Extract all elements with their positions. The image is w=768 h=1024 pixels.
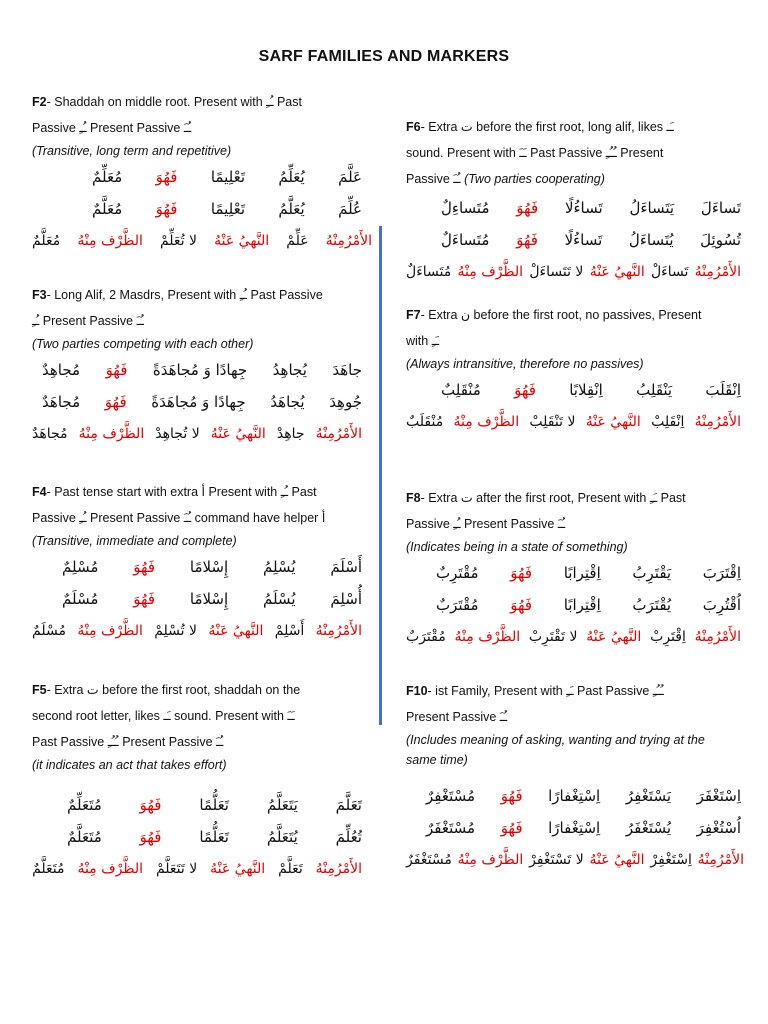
family-id: F5	[32, 683, 47, 697]
description-line: - Past tense start with extra أ Present with ـُـِ Past	[46, 485, 317, 499]
command-verb: اِنْقَلِبْ	[651, 414, 685, 430]
prohibition-label: النَّهيُ عَنْهُ	[589, 264, 645, 280]
adverb-label: الظَّرْف مِنْهُ	[454, 629, 521, 645]
adverb-label: الظَّرْف مِنْهُ	[457, 264, 524, 280]
fahuwa-marker: فَهُوَ	[500, 787, 523, 805]
command-row	[406, 844, 744, 876]
participle: مُنْقَلِبٌ	[441, 381, 481, 399]
prohibition-label: النَّهيُ عَنْهُ	[208, 623, 264, 639]
passive-conjugation-row	[67, 821, 362, 853]
description-line: ـُـِ Present Passive ـُـَ	[32, 314, 144, 328]
present-verb: يُتَعَلَّمُ	[266, 828, 298, 846]
command-row	[406, 406, 741, 438]
active-conjugation-row	[67, 789, 362, 821]
passive-conjugation-row	[92, 193, 362, 225]
description-line: - Extra ت before the first root, long alif, likes ـَـ	[420, 120, 674, 134]
command-row	[32, 853, 362, 885]
past-verb: اُقْتُرِبَ	[702, 596, 741, 614]
fahuwa-marker: فَهُوَ	[516, 199, 539, 217]
prohibition-label: النَّهيُ عَنْهُ	[589, 852, 645, 868]
masdar: تَعْلِيمًا	[210, 200, 245, 218]
family-id: F2	[32, 95, 47, 109]
command-label: الأَمْرُمِنْهُ	[325, 233, 372, 249]
command-row	[32, 615, 362, 647]
command-label: الأَمْرُمِنْهُ	[694, 264, 741, 280]
passive-conjugation-row	[436, 589, 741, 621]
adverb-label: الظَّرْف مِنْهُ	[77, 861, 143, 877]
adverb-label: الظَّرْف مِنْهُ	[78, 426, 145, 442]
prohibition-verb: لا تَتَساءَلْ	[529, 264, 584, 280]
participle: مُقْتَرَبٌ	[436, 596, 479, 614]
family-id: F4	[32, 485, 47, 499]
prohibition-verb: لا تَتَعَلَّمْ	[155, 861, 198, 877]
description-line: - ist Family, Present with ـَـِ Past Passive ـُـُـِ	[427, 684, 664, 698]
description-line: second root letter, likes ـَـ sound. Present with ـَـَ	[32, 709, 295, 723]
fahuwa-marker: فَهُوَ	[105, 361, 128, 379]
description-line: Past Passive ـُـُـِ Present Passive ـُـَ	[32, 735, 224, 749]
participle: مُتَساءِلٌ	[441, 199, 490, 217]
present-verb: يُسْلِمُ	[262, 558, 296, 576]
command-verb: اِسْتَغْفِرْ	[650, 852, 692, 868]
present-verb: يُسْتَغْفَرُ	[625, 819, 672, 837]
command-label: الأَمْرُمِنْهُ	[697, 852, 744, 868]
past-verb: أُسْلِمَ	[330, 590, 362, 608]
past-verb: عَلَّمَ	[338, 168, 362, 186]
section-f6	[406, 114, 746, 288]
participle: مُتَعَلَّمٌ	[67, 828, 102, 846]
fahuwa-marker: فَهُوَ	[510, 596, 533, 614]
command-verb: تَساءَلْ	[651, 264, 689, 280]
description-line: Passive ـُـَ	[406, 172, 461, 186]
prohibition-label: النَّهيُ عَنْهُ	[210, 426, 266, 442]
past-verb: تُسُوئِلَ	[700, 231, 741, 249]
meaning-note: (Includes meaning of asking, wanting and trying at the same time)	[406, 733, 705, 767]
present-verb: يَسْتَغْفِرُ	[625, 787, 672, 805]
prohibition-verb: لا تُسْلِمْ	[154, 623, 198, 639]
active-conjugation-row	[441, 374, 741, 406]
prohibition-label: النَّهيُ عَنْهُ	[586, 629, 642, 645]
meaning-note: (Two parties cooperating)	[464, 172, 605, 186]
description-line: sound. Present with ـَـَ Past Passive ـُـُـِ Present	[406, 146, 664, 160]
prohibition-verb: لا تَنْقَلِبْ	[529, 414, 576, 430]
adverb-label: الظَّرْف مِنْهُ	[77, 233, 143, 249]
family-id: F3	[32, 288, 47, 302]
adverb-noun: مُجاهَدٌ	[32, 426, 68, 442]
prohibition-label: النَّهيُ عَنْهُ	[210, 861, 266, 877]
masdar: تَساءُلًا	[564, 231, 603, 249]
prohibition-verb: لا تَسْتَغْفِرْ	[529, 852, 584, 868]
meaning-note: (Always intransitive, therefore no passives)	[406, 357, 644, 371]
past-verb: عُلِّمَ	[338, 200, 362, 218]
participle: مُجاهِدٌ	[42, 361, 81, 379]
section-f7	[406, 302, 746, 438]
description-line: - Extra ت after the first root, Present with ـَـِ Past	[420, 491, 686, 505]
active-conjugation-row	[441, 192, 741, 224]
participle: مُسْلِمٌ	[62, 558, 99, 576]
past-verb: جاهَدَ	[332, 361, 362, 379]
past-verb: تَساءَلَ	[700, 199, 741, 217]
present-verb: يُجاهَدُ	[270, 393, 305, 411]
active-conjugation-row	[436, 557, 741, 589]
past-verb: اُسْتُغْفِرَ	[696, 819, 741, 837]
description-line: - Extra ت before the first root, shaddah on the	[46, 683, 301, 697]
column-divider	[379, 226, 382, 725]
active-conjugation-row	[426, 780, 741, 812]
present-verb: يُسْلَمُ	[262, 590, 296, 608]
prohibition-label: النَّهيُ عَنْهُ	[214, 233, 270, 249]
masdar: إِسْلامًا	[189, 590, 229, 608]
present-verb: يَقْتَرِبُ	[632, 564, 672, 582]
participle: مُتَعَلِّمٌ	[67, 796, 102, 814]
participle: مُجاهَدٌ	[42, 393, 81, 411]
passive-conjugation-row	[42, 386, 362, 418]
present-verb: يَتَعَلَّمُ	[266, 796, 298, 814]
section-f3	[32, 282, 372, 450]
masdar: اِسْتِغْفارًا	[548, 787, 601, 805]
description-line: Passive ـُـِ Present Passive ـُـَ	[32, 121, 192, 135]
present-verb: يَنْقَلِبُ	[636, 381, 673, 399]
participle: مُعَلِّمٌ	[92, 168, 123, 186]
masdar: اِنْقِلابًا	[569, 381, 603, 399]
description-line: - Shaddah on middle root. Present with ـُـِ Past	[46, 95, 302, 109]
command-row	[32, 225, 372, 257]
past-verb: اِسْتَغْفَرَ	[696, 787, 741, 805]
present-verb: يَتَساءَلُ	[629, 199, 675, 217]
adverb-noun: مُتَعَلَّمٌ	[32, 861, 65, 877]
masdar: اِسْتِغْفارًا	[548, 819, 601, 837]
fahuwa-marker: فَهُوَ	[133, 558, 156, 576]
prohibition-verb: لا تُعَلِّمْ	[159, 233, 198, 249]
past-verb: اِقْتَرَبَ	[702, 564, 741, 582]
description-line: Present Passive ـُـَ	[406, 710, 508, 724]
adverb-noun: مُقْتَرَبٌ	[406, 629, 446, 645]
adverb-noun: مُسْلَمٌ	[32, 623, 66, 639]
masdar: اِقْتِرابًا	[563, 564, 601, 582]
passive-conjugation-row	[426, 812, 741, 844]
participle: مُقْتَرِبٌ	[436, 564, 479, 582]
present-verb: يُقْتَرَبُ	[632, 596, 672, 614]
command-label: الأَمْرُمِنْهُ	[315, 426, 362, 442]
masdar: اِقْتِرابًا	[563, 596, 601, 614]
command-row	[406, 256, 741, 288]
prohibition-verb: لا تُجاهِدْ	[155, 426, 200, 442]
page-title: SARF FAMILIES AND MARKERS	[258, 48, 510, 65]
fahuwa-marker: فَهُوَ	[516, 231, 538, 249]
section-f8	[406, 485, 746, 653]
adverb-noun: مُسْتَغْفَرٌ	[406, 852, 452, 868]
past-verb: تَعَلَّمَ	[335, 796, 362, 814]
passive-conjugation-row	[62, 583, 362, 615]
fahuwa-marker: فَهُوَ	[133, 590, 156, 608]
family-id: F10	[406, 684, 428, 698]
description-line: - Extra ن before the first root, no passives, Present	[420, 308, 702, 322]
fahuwa-marker: فَهُوَ	[139, 828, 162, 846]
passive-conjugation-row	[441, 224, 741, 256]
fahuwa-marker: فَهُوَ	[155, 200, 178, 218]
fahuwa-marker: فَهُوَ	[500, 819, 523, 837]
meaning-note: (it indicates an act that takes effort)	[32, 758, 227, 772]
present-verb: يُتَساءَلُ	[628, 231, 674, 249]
command-verb: جاهِدْ	[276, 426, 305, 442]
masdar: تَعَلُّمًا	[199, 796, 229, 814]
participle: مُسْتَغْفَرٌ	[426, 819, 476, 837]
fahuwa-marker: فَهُوَ	[104, 393, 127, 411]
section-f10	[406, 678, 746, 876]
command-verb: أَسْلِمْ	[274, 623, 305, 639]
meaning-note: (Indicates being in a state of something)	[406, 540, 628, 554]
adverb-label: الظَّرْف مِنْهُ	[453, 414, 520, 430]
meaning-note: (Transitive, immediate and complete)	[32, 534, 237, 548]
meaning-note: (Transitive, long term and repetitive)	[32, 144, 232, 158]
command-verb: عَلِّمْ	[286, 233, 309, 249]
active-conjugation-row	[92, 161, 362, 193]
description-line: Passive ـُـِ Present Passive ـُـَ command have helper أ	[32, 511, 326, 525]
present-verb: يُعَلَّمُ	[278, 200, 305, 218]
past-verb: اِنْقَلَبَ	[705, 381, 741, 399]
command-row	[406, 621, 741, 653]
command-verb: اِقْتَرِبْ	[650, 629, 686, 645]
masdar: إِسْلامًا	[189, 558, 229, 576]
command-row	[32, 418, 362, 450]
command-label: الأَمْرُمِنْهُ	[315, 861, 362, 877]
active-conjugation-row	[42, 354, 362, 386]
present-verb: يُجاهِدُ	[272, 361, 307, 379]
masdar: تَعَلُّمًا	[199, 828, 229, 846]
participle: مُعَلَّمٌ	[92, 200, 123, 218]
command-label: الأَمْرُمِنْهُ	[694, 629, 741, 645]
fahuwa-marker: فَهُوَ	[510, 564, 533, 582]
past-verb: جُوهِدَ	[329, 393, 362, 411]
prohibition-label: النَّهيُ عَنْهُ	[585, 414, 641, 430]
section-f2	[32, 89, 372, 257]
command-label: الأَمْرُمِنْهُ	[694, 414, 741, 430]
fahuwa-marker: فَهُوَ	[155, 168, 178, 186]
description-line: Passive ـُـِ Present Passive ـُـَ	[406, 517, 566, 531]
active-conjugation-row	[62, 551, 362, 583]
present-verb: يُعَلِّمُ	[278, 168, 305, 186]
family-id: F7	[406, 308, 421, 322]
description-line: - Long Alif, 2 Masdrs, Present with ـُـِ Past Passive	[46, 288, 323, 302]
command-label: الأَمْرُمِنْهُ	[315, 623, 362, 639]
command-verb: تَعَلَّمْ	[278, 861, 303, 877]
fahuwa-marker: فَهُوَ	[139, 796, 162, 814]
family-id: F8	[406, 491, 421, 505]
adverb-noun: مُعَلَّمٌ	[32, 233, 61, 249]
participle: مُسْتَغْفِرٌ	[426, 787, 476, 805]
prohibition-verb: لا تَقْتَرِبْ	[528, 629, 578, 645]
adverb-label: الظَّرْف مِنْهُ	[77, 623, 143, 639]
participle: مُسْلَمٌ	[62, 590, 99, 608]
masdar: تَساءُلًا	[564, 199, 603, 217]
adverb-noun: مُنْقَلَبٌ	[406, 414, 444, 430]
description-line: with ـَـِ	[406, 334, 440, 348]
past-verb: تُعُلِّمَ	[335, 828, 362, 846]
family-id: F6	[406, 120, 421, 134]
participle: مُتَساءَلٌ	[441, 231, 490, 249]
past-verb: أَسْلَمَ	[330, 558, 362, 576]
adverb-noun: مُتَساءَلٌ	[406, 264, 452, 280]
section-f4	[32, 479, 377, 647]
masdar: جِهادًا وَ مُجاهَدَةً	[151, 393, 246, 411]
section-f5	[32, 677, 372, 885]
meaning-note: (Two parties competing with each other)	[32, 337, 254, 351]
fahuwa-marker: فَهُوَ	[514, 381, 536, 399]
adverb-label: الظَّرْف مِنْهُ	[457, 852, 524, 868]
masdar: تَعْلِيمًا	[210, 168, 245, 186]
masdar: جِهادًا وَ مُجاهَدَةً	[152, 361, 248, 379]
